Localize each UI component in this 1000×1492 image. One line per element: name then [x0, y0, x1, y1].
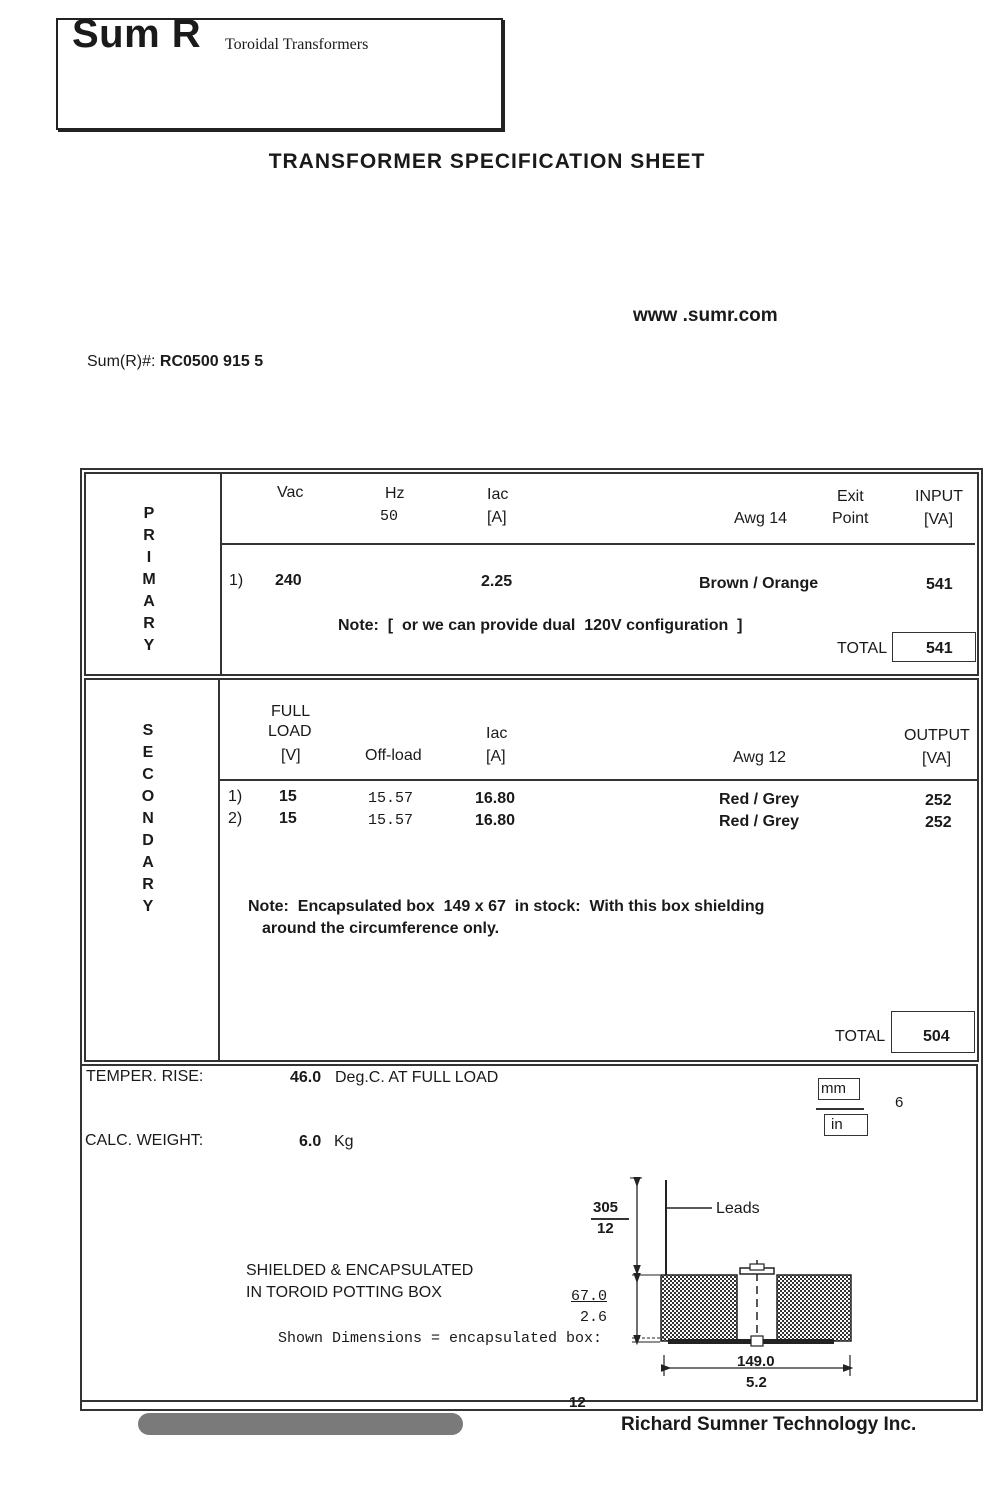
leads-label: Leads: [716, 1200, 760, 1217]
primary-col-awg: Awg 14: [734, 510, 788, 527]
toroid-dimension-drawing: [580, 1170, 880, 1400]
shown-dimensions-label: Shown Dimensions = encapsulated box:: [278, 1330, 603, 1347]
temp-rise-label: TEMPER. RISE:: [86, 1068, 204, 1085]
secondary-row-iac: 16.80: [475, 790, 516, 807]
primary-hz-value: 50: [380, 508, 399, 525]
secondary-row-va: 252: [925, 814, 952, 831]
brand-subtitle: Toroidal Transformers: [225, 36, 369, 53]
primary-total-label: TOTAL: [837, 640, 888, 657]
encap-label-2: IN TOROID POTTING BOX: [246, 1284, 442, 1301]
secondary-row-v: 15: [279, 788, 297, 805]
secondary-divider-vertical: [218, 678, 220, 1060]
primary-row-va: 541: [926, 576, 953, 593]
secondary-col-iac-unit: [A]: [486, 748, 506, 765]
part-value: RC0500 915 5: [159, 353, 264, 370]
encap-label: SHIELDED & ENCAPSULATED: [246, 1262, 474, 1279]
secondary-row-exit: Red / Grey: [719, 791, 800, 808]
unit-separator: [816, 1108, 864, 1110]
primary-row-exit: Brown / Orange: [699, 575, 819, 592]
company-name: Richard Sumner Technology Inc.: [621, 1414, 917, 1435]
secondary-col-v: [V]: [281, 747, 301, 764]
calc-weight-value: 6.0: [299, 1133, 322, 1150]
secondary-row-num: 2): [228, 810, 243, 827]
secondary-total-label: TOTAL: [835, 1028, 886, 1045]
primary-col-exit-2: Point: [832, 510, 869, 527]
calc-weight-unit: Kg: [334, 1133, 354, 1150]
lead-length-mm: 305: [593, 1199, 619, 1216]
primary-col-input: INPUT: [915, 488, 963, 505]
temp-rise-unit: Deg.C. AT FULL LOAD: [335, 1069, 499, 1086]
secondary-col-output-unit: [VA]: [922, 750, 952, 767]
secondary-note: Note: Encapsulated box 149 x 67 in stock: With this box shielding: [248, 898, 765, 915]
primary-row-vac: 240: [275, 572, 302, 589]
height-mm: 67.0: [571, 1288, 608, 1305]
secondary-row-exit: Red / Grey: [719, 813, 800, 830]
potting-box-left: [661, 1275, 737, 1341]
width-mm: 149.0: [737, 1353, 775, 1370]
secondary-header-rule: [220, 779, 977, 781]
secondary-col-awg: Awg 12: [733, 749, 787, 766]
secondary-side-label: S E C O N D A R Y: [141, 722, 155, 915]
primary-note: Note: [ or we can provide dual 120V configuration ]: [338, 617, 743, 634]
page-title: TRANSFORMER SPECIFICATION SHEET: [268, 150, 706, 173]
secondary-row-va: 252: [925, 792, 952, 809]
website-link[interactable]: www .sumr.com: [633, 305, 778, 326]
secondary-col-load: LOAD: [268, 723, 312, 740]
primary-col-vac: Vac: [277, 484, 304, 501]
primary-total-value: 541: [926, 640, 953, 657]
brand-logo: Sum R: [72, 12, 202, 56]
primary-divider-vertical: [220, 472, 222, 674]
primary-row-iac: 2.25: [481, 573, 513, 590]
secondary-note-2: around the circumference only.: [262, 920, 500, 937]
primary-col-exit: Exit: [837, 488, 864, 505]
calc-weight-label: CALC. WEIGHT:: [85, 1132, 204, 1149]
width-in: 5.2: [746, 1374, 767, 1391]
unit-side-number: 6: [895, 1094, 904, 1111]
primary-col-hz: Hz: [385, 485, 405, 502]
page-number: 12: [569, 1394, 586, 1411]
secondary-row-iac: 16.80: [475, 812, 516, 829]
primary-col-iac: Iac: [487, 486, 509, 503]
temp-rise-value: 46.0: [290, 1069, 322, 1086]
secondary-col-offload: Off-load: [365, 747, 422, 764]
secondary-col-iac: Iac: [486, 725, 508, 742]
part-label: Sum(R)#:: [87, 353, 156, 370]
part-number: [87, 353, 263, 371]
unit-in-box[interactable]: in: [824, 1114, 868, 1136]
primary-header-rule: [222, 543, 975, 545]
lead-length-in: 12: [597, 1220, 614, 1237]
primary-side-label: P R I M A R Y: [142, 505, 156, 654]
secondary-row-v: 15: [279, 810, 297, 827]
secondary-row-offload: 15.57: [368, 790, 414, 807]
potting-box-right: [777, 1275, 851, 1341]
secondary-col-full: FULL: [271, 703, 311, 720]
primary-col-iac-unit: [A]: [487, 509, 507, 526]
secondary-total-value: 504: [923, 1028, 950, 1045]
primary-col-input-unit: [VA]: [924, 511, 954, 528]
unit-mm-box[interactable]: mm: [818, 1078, 860, 1100]
redacted-bar: [138, 1413, 463, 1435]
secondary-row-offload: 15.57: [368, 812, 414, 829]
secondary-col-output: OUTPUT: [904, 727, 970, 744]
primary-row-num: 1): [229, 572, 244, 589]
secondary-row-num: 1): [228, 788, 243, 805]
height-in: 2.6: [580, 1309, 608, 1326]
